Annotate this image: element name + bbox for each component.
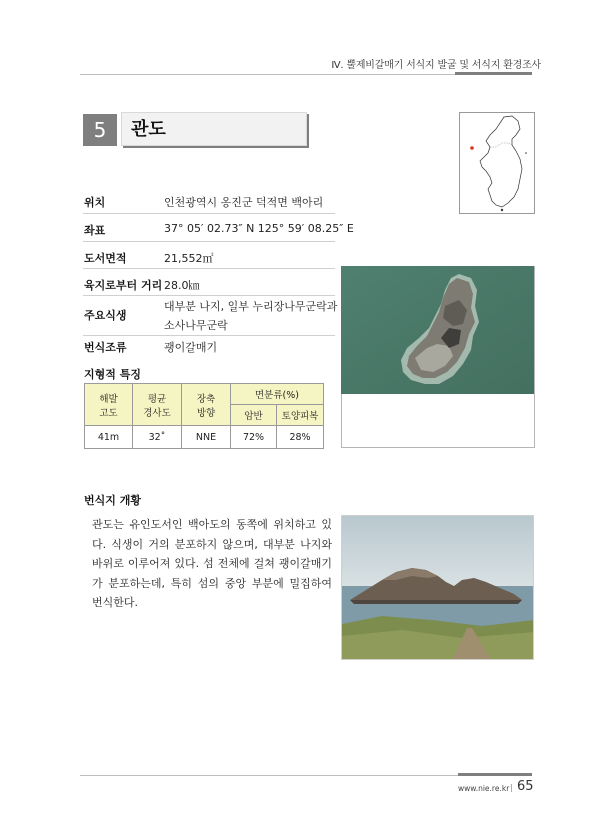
- label-breeding-birds: 번식조류: [84, 341, 127, 354]
- terrain-table: [84, 383, 324, 449]
- chapter-header: Ⅳ. 뿔제비갈매기 서식지 발굴 및 서식지 환경조사: [331, 60, 541, 71]
- row-divider: [83, 295, 335, 296]
- overview-title: 번식지 개황: [84, 494, 141, 507]
- value-coordinates: 37° 05′ 02.73″ N 125° 59′ 08.25″ E: [164, 222, 354, 235]
- label-coordinates: 좌표: [84, 224, 106, 237]
- terrain-title: 지형적 특징: [84, 368, 141, 381]
- value-location: 인천광역시 옹진군 덕적면 백아리: [164, 196, 324, 209]
- value-vegetation-line1: 대부분 나지, 일부 누리장나무군락과: [164, 300, 338, 313]
- header-elevation: 해발 고도: [85, 384, 133, 426]
- header-surface: 면분류(%): [231, 384, 324, 405]
- value-distance: 28.0㎞: [164, 279, 200, 292]
- location-map: [459, 112, 535, 214]
- row-divider: [83, 213, 335, 214]
- header-rule-accent: [455, 72, 532, 75]
- header-axis: 장축 방향: [182, 384, 231, 426]
- row-divider: [83, 335, 335, 336]
- island-landscape-photo: [341, 515, 534, 660]
- island-location-marker: [470, 146, 474, 150]
- header-slope: 평균 경사도: [133, 384, 182, 426]
- value-breeding-birds: 괭이갈매기: [164, 341, 218, 354]
- label-location: 위치: [84, 196, 106, 209]
- footer-rule-accent: [458, 773, 532, 776]
- value-vegetation-line2: 소사나무군락: [164, 319, 228, 332]
- value-area: 21,552㎡: [164, 252, 214, 265]
- cell-axis: NNE: [182, 426, 231, 449]
- aerial-photo: [341, 266, 534, 394]
- header-soil: 토양피복: [277, 405, 324, 426]
- row-divider: [83, 268, 335, 269]
- cell-bare: 72%: [231, 426, 277, 449]
- overview-text: 관도는 유인도서인 백아도의 동쪽에 위치하고 있다. 식생이 거의 분포하지 않으며, 대부분 나지와 바위로 이루어져 있다. 섬 전체에 걸쳐 괭이갈매기가 분포하는데, 특히 섬의 중앙 부분에 밀집하여 번식한다.: [92, 518, 332, 609]
- label-distance: 육지로부터 거리: [84, 279, 163, 292]
- korea-map-graphic: [460, 113, 534, 213]
- footer-url: www.nie.re.kr: [458, 784, 510, 793]
- cell-soil: 28%: [277, 426, 324, 449]
- label-vegetation: 주요식생: [84, 309, 127, 322]
- cell-slope: 32˚: [133, 426, 182, 449]
- header-bare: 암반: [231, 405, 277, 426]
- page-number: 65: [517, 779, 534, 794]
- cell-elevation: 41m: [85, 426, 133, 449]
- row-divider: [83, 241, 335, 242]
- label-area: 도서면적: [84, 252, 127, 265]
- section-title: 관도: [131, 119, 166, 140]
- footer-separator: |: [510, 783, 513, 792]
- section-number: 5: [83, 114, 117, 146]
